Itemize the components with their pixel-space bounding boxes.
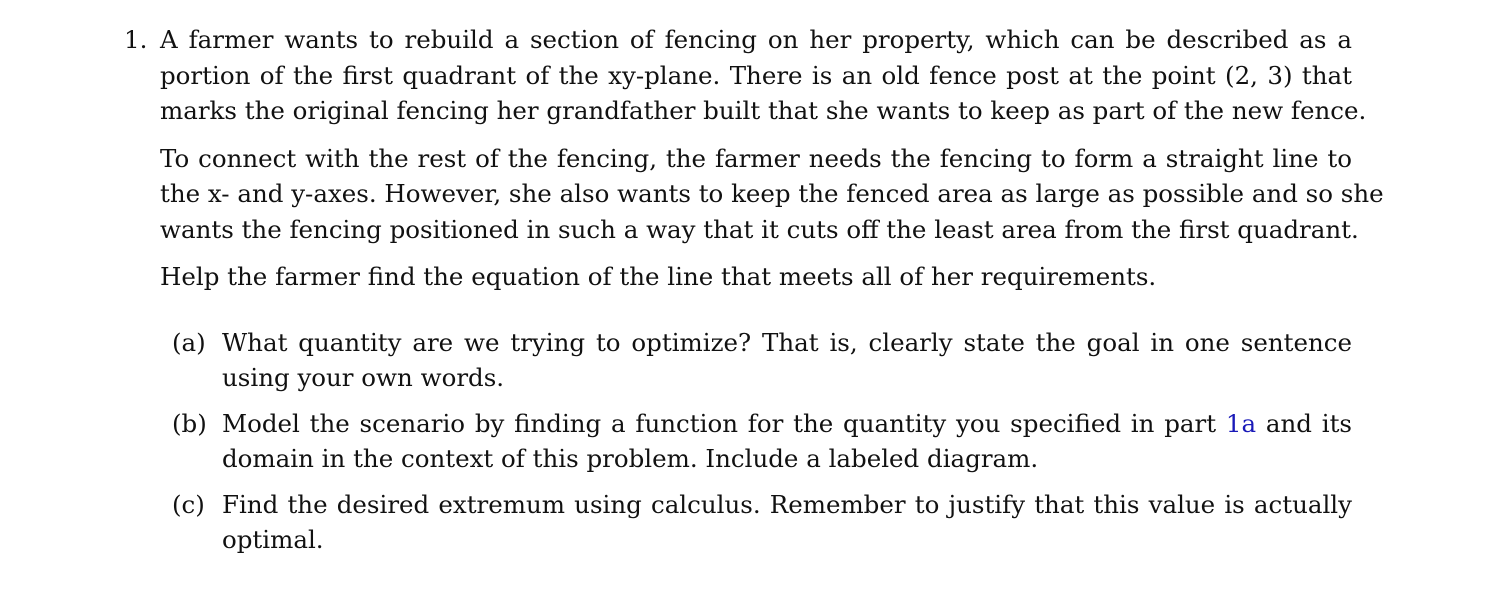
subpart-c-line-2: optimal. — [222, 525, 324, 554]
part-1a-reference-link[interactable]: 1a — [1225, 408, 1257, 438]
paragraph-2-line-2: the x- and y-axes. However, she also wants to keep the fenced area as large as possible and so she — [160, 179, 1384, 208]
subpart-a-line-1: What quantity are we trying to optimize? That is, clearly state the goal in one sentence — [222, 327, 1352, 357]
paragraph-2-line-3: wants the fencing positioned in such a way that it cuts off the least area from the first quadrant. — [160, 214, 1359, 244]
subpart-b-line-2: domain in the context of this problem. Include a labeled diagram. — [222, 444, 1039, 473]
paragraph-1-line-2: portion of the first quadrant of the xy-plane. There is an old fence post at the point (2, 3) that — [160, 60, 1352, 90]
subpart-a-line-2: using your own words. — [222, 363, 505, 392]
subpart-b-line-1 — [222, 406, 1352, 442]
subpart-c-label: (c) — [172, 489, 205, 519]
subpart-c — [172, 487, 1352, 558]
problem-paragraph-3 — [160, 259, 1352, 295]
subpart-b-text-post: and its — [1265, 408, 1352, 438]
problem-paragraph-1 — [160, 22, 1367, 129]
subpart-b — [172, 406, 1352, 477]
paragraph-2-line-1: To connect with the rest of the fencing, the farmer needs the fencing to form a straight line to — [160, 143, 1352, 173]
paragraph-1-line-3: marks the original fencing her grandfather built that she wants to keep as part of the new fence. — [160, 96, 1367, 125]
subpart-a — [172, 325, 1352, 396]
page — [0, 22, 1512, 568]
problem-1 — [124, 22, 1384, 558]
paragraph-1-line-1: A farmer wants to rebuild a section of fencing on her property, which can be described as a — [160, 25, 1352, 54]
subpart-b-text-pre: Model the scenario by finding a function for the quantity you specified in part — [222, 408, 1217, 438]
subpart-a-label: (a) — [172, 327, 206, 357]
subparts-list — [160, 325, 1352, 558]
subpart-c-line-1: Find the desired extremum using calculus. Remember to justify that this value is actually — [222, 489, 1352, 519]
problem-number: 1. — [124, 25, 148, 54]
subpart-b-label: (b) — [172, 408, 207, 438]
paragraph-3-text: Help the farmer find the equation of the line that meets all of her requirements. — [160, 262, 1157, 291]
problem-paragraph-2 — [160, 141, 1384, 248]
